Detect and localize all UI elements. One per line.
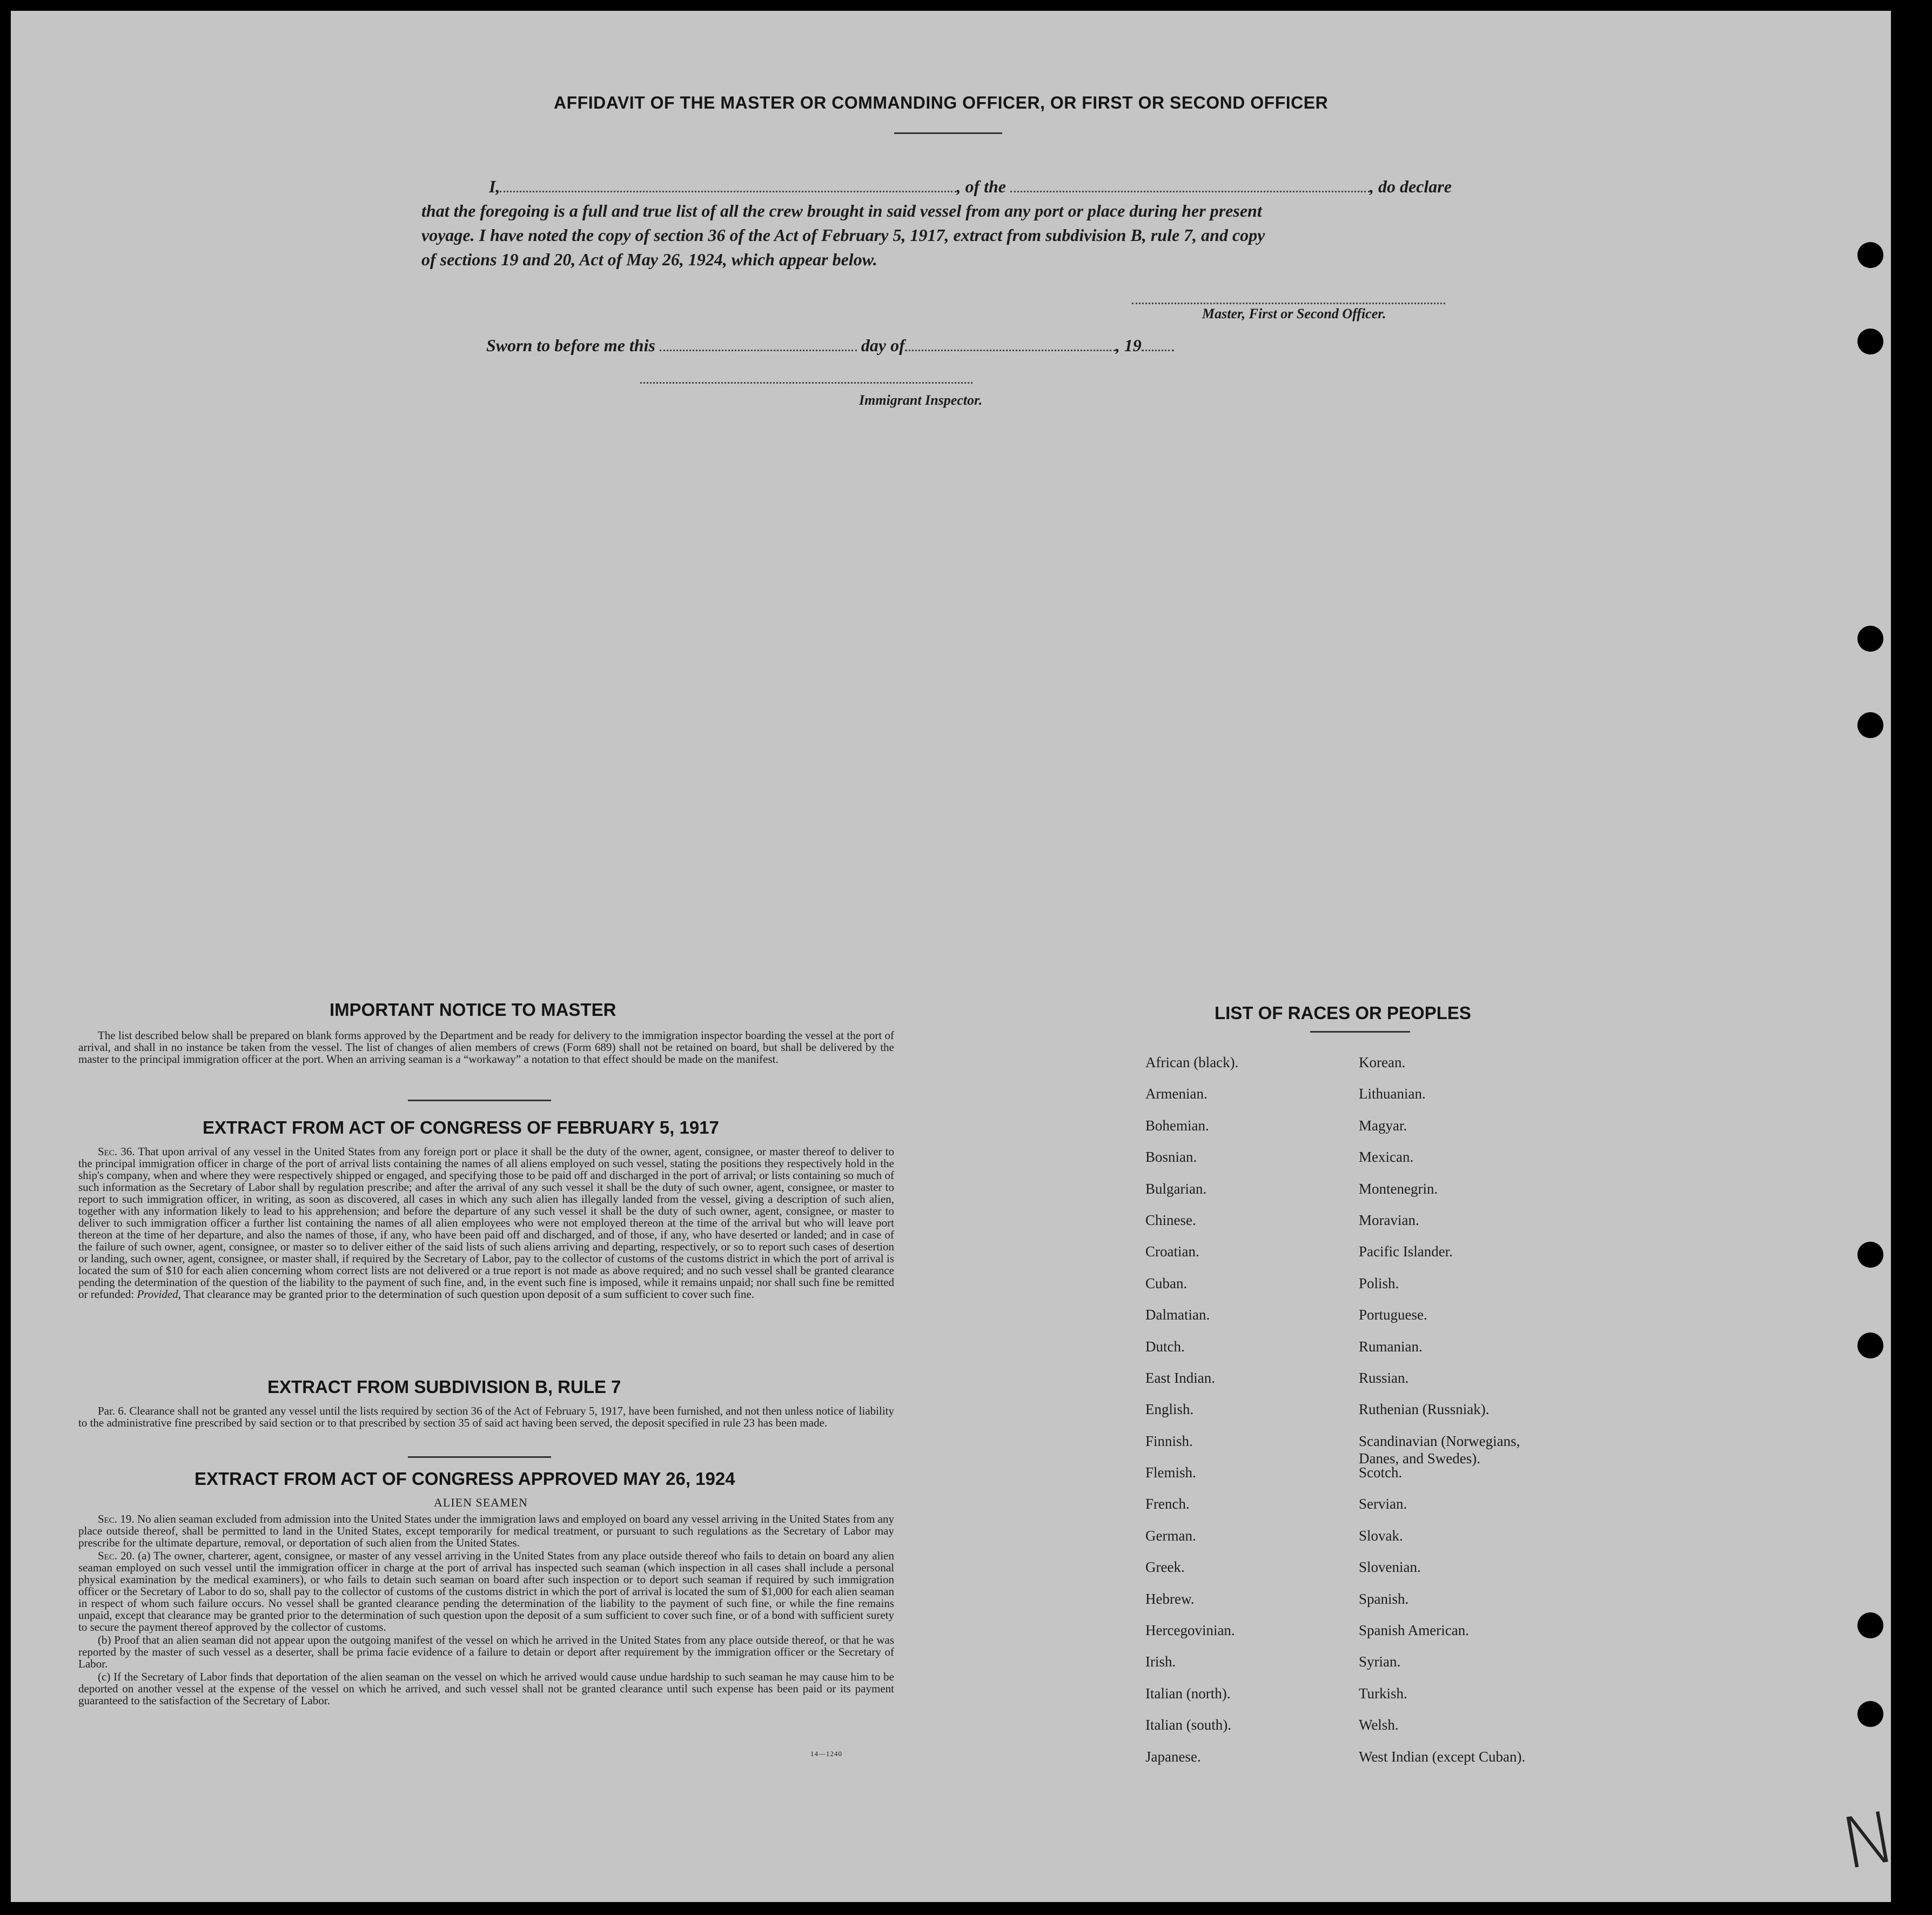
race-item: Armenian. — [1145, 1086, 1208, 1102]
race-item: Slovenian. — [1359, 1559, 1421, 1576]
affidavit-line-3: voyage. I have noted the copy of section 36 of the Act of February 5, 1917, extract from subdivision B, rule 7, and copy — [421, 225, 1265, 245]
races-right-column — [1359, 1054, 1618, 1779]
race-item: Flemish. — [1145, 1464, 1196, 1481]
notice-text — [78, 1029, 894, 1066]
race-item: Croatian. — [1145, 1243, 1199, 1260]
sec-20-label: Sec. 20. — [98, 1549, 135, 1562]
sec-20b-text: (b) Proof that an alien seaman did not appear upon the outgoing manifest of the vessel on which he arrived in the United States from any place outside thereof, or that he was reported by the master of such vessel as a deserter, shall be prima facie evidence of a failure to detain or deport after requirement by the immigration officer or the Secretary of Labor. — [78, 1633, 894, 1670]
race-item: Polish. — [1359, 1275, 1399, 1291]
inspector-label: Immigrant Inspector. — [859, 392, 983, 408]
provided-text: That clearance may be granted prior to the determination of such question upon deposit of a sum sufficient to cover such fine. — [183, 1288, 755, 1301]
vessel-blank[interactable] — [1010, 181, 1370, 192]
master-signature-label: Master, First or Second Officer. — [1202, 306, 1386, 322]
race-item: East Indian. — [1145, 1369, 1215, 1386]
race-item: Mexican. — [1359, 1149, 1414, 1166]
race-item: German. — [1145, 1527, 1196, 1544]
race-item: Pacific Islander. — [1359, 1243, 1453, 1260]
notice-title: IMPORTANT NOTICE TO MASTER — [330, 1000, 616, 1020]
race-item: Ruthenian (Russniak). — [1359, 1401, 1490, 1418]
sec-19-text: No alien seaman excluded from admission into the United States under the immigration laws and employed on board any vessel arriving in the United States from any place outside thereof, shall be permitted to land in the United States, except temporarily for medical treatment, or pursuant to such regulations as the Secretary of Labor may prescribe for the ultimate departure, removal, or deportation of such alien from the United States. — [78, 1512, 895, 1549]
race-item: Rumanian. — [1359, 1338, 1423, 1355]
races-title-rule — [1310, 1031, 1410, 1033]
binder-hole — [1857, 626, 1883, 652]
binder-hole — [1857, 242, 1883, 268]
race-item: Spanish American. — [1359, 1622, 1469, 1639]
rule7-rule — [408, 1456, 551, 1458]
race-item: Magyar. — [1359, 1117, 1407, 1134]
race-item: Bulgarian. — [1145, 1180, 1207, 1197]
sworn-year-blank[interactable] — [1142, 340, 1174, 351]
affidavit-i-label: I, — [489, 177, 500, 196]
race-item: African (black). — [1145, 1054, 1239, 1070]
race-item: Scandinavian (Norwegians, Danes, and Swedes). — [1359, 1432, 1520, 1467]
affidavit-title: AFFIDAVIT OF THE MASTER OR COMMANDING OFFICER, OR FIRST OR SECOND OFFICER — [554, 93, 1329, 112]
inspector-signature-line[interactable] — [640, 382, 972, 384]
binder-hole — [1857, 1701, 1883, 1727]
sworn-month-blank[interactable] — [905, 340, 1116, 351]
race-item: Greek. — [1145, 1559, 1185, 1576]
races-title: LIST OF RACES OR PEOPLES — [1215, 1003, 1471, 1023]
race-item: Portuguese. — [1359, 1307, 1427, 1323]
race-item: Syrian. — [1359, 1653, 1401, 1670]
race-item: West Indian (except Cuban). — [1359, 1748, 1526, 1765]
race-item: Cuban. — [1145, 1275, 1188, 1291]
master-signature-line[interactable] — [1132, 303, 1445, 304]
extract-1917-text — [78, 1146, 894, 1301]
sworn-line — [486, 333, 1556, 358]
binder-hole — [1857, 712, 1883, 738]
sworn-day-of-label: day of — [861, 336, 905, 355]
race-item: Chinese. — [1145, 1211, 1196, 1228]
race-item: Welsh. — [1359, 1717, 1399, 1733]
affidavit-declare-label: , do declare — [1370, 177, 1452, 196]
extract-1924-title: EXTRACT FROM ACT OF CONGRESS APPROVED MAY 26, 1924 — [194, 1469, 735, 1489]
race-item: Hercegovinian. — [1145, 1622, 1235, 1639]
race-item: Lithuanian. — [1359, 1086, 1426, 1102]
binder-hole — [1857, 329, 1883, 354]
affidavit-line-1 — [489, 174, 1559, 199]
race-item: Japanese. — [1145, 1748, 1201, 1765]
handwritten-mark: N — [1835, 1795, 1902, 1886]
race-item: Scotch. — [1359, 1464, 1403, 1481]
sworn-day-blank[interactable] — [660, 340, 857, 351]
race-item: Moravian. — [1359, 1211, 1419, 1228]
sec-36-label: Sec. 36. — [98, 1145, 135, 1158]
race-item: Korean. — [1359, 1054, 1406, 1070]
race-item: Irish. — [1145, 1653, 1176, 1670]
race-item: Dalmatian. — [1145, 1307, 1210, 1323]
race-item: Turkish. — [1359, 1685, 1407, 1702]
binder-hole — [1857, 1333, 1883, 1358]
race-item: Servian. — [1359, 1496, 1407, 1512]
alien-seamen-subtitle: ALIEN SEAMEN — [434, 1496, 528, 1509]
sec-20a-text: (a) The owner, charterer, agent, consignee, or master of any vessel arriving in the United States from any place outside thereof who fails to detain on board any alien seaman employed on such vessel until the immigration officer in charge at the port of arrival has inspected such seaman (which inspection in all cases shall include a personal physical examination by the medical examiners), or who fails to detain such seaman on board after such inspection or to deport such seaman if required by such immigration officer or the Secretary of Labor to do so, shall pay to the collector of customs of the customs district in which the port of arrival is located the sum of $1,000 for each alien seaman in respect of whom such failure occurs. No vessel shall be granted clearance pending the determination of the liability to the payment of such fine, or while the fine remains unpaid, except that clearance may be granted prior to the determination of such question upon the deposit of a sum sufficient to cover such fine, or of a bond with sufficient surety to secure the payment thereof approved by the collector of customs. — [78, 1549, 895, 1633]
extract-1924-text — [78, 1513, 894, 1708]
extract-1917-title: EXTRACT FROM ACT OF CONGRESS OF FEBRUARY 5, 1917 — [203, 1117, 719, 1137]
race-item: Finnish. — [1145, 1432, 1193, 1449]
sec-36-text: That upon arrival of any vessel in the United States from any foreign port or place it shall be the duty of the owner, agent, consignee, or master thereof to deliver to the principal immigration officer in charge of the port of arrival lists containing the names of all aliens employed on such vessel, stating the positions they respectively hold in the ship's company, when and where they were respectively shipped or engaged, and specifying those to be paid off and discharged in the port of arrival; or lists containing so much of such information as the Secretary of Labor shall by regulation prescribe; and after the arrival of any such vessel it shall be the duty of such owner, agent, consignee, or master to report to such immigration officer, in writing, as soon as discovered, all cases in which any such alien has illegally landed from the vessel, giving a description of such alien, together with any information likely to lead to his apprehension; and before the departure of any such vessel it shall be the duty of such owner, agent, consignee, or master to deliver to such immigration officer a further list containing the names of all alien employees who were not employed thereon at the time of the arrival but who will leave port thereon at the time of her departure, and also the names of those, if any, who have been paid off and discharged, and of those, if any, who have deserted or landed; and in case of the failure of such owner, agent, consignee, or master so to deliver either of the said lists of such aliens arriving and departing, respectively, or so to report such cases of desertion or landing, such owner, agent, consignee, or master shall, if required by the Secretary of Labor, pay to the collector of customs of the customs district in which the port of arrival is located the sum of $10 for each alien concerning whom correct lists are not delivered or a true report is not made as above required; and no such vessel shall be granted clearance pending the determination of the question of the liability to the payment of such fine, and, in the event such fine is imposed, while it remains unpaid; nor shall such fine be remitted or refunded: — [78, 1145, 894, 1301]
affidavit-line-4: of sections 19 and 20, Act of May 26, 1924, which appear below. — [421, 250, 877, 269]
binder-hole — [1857, 1612, 1883, 1638]
race-item: Italian (north). — [1145, 1685, 1231, 1702]
name-blank[interactable] — [500, 181, 956, 192]
binder-hole — [1857, 1242, 1883, 1268]
sec-20c-text: (c) If the Secretary of Labor finds that deportation of the alien seaman on the vessel on which he arrived would cause undue hardship to such seaman he may cause him to be deported on another vessel at the expense of the vessel on which he arrived, and such vessel shall not be granted clearance until such expense has been paid or its payment guaranteed to the satisfaction of the Secretary of Labor. — [78, 1670, 894, 1707]
race-item: Bosnian. — [1145, 1149, 1197, 1166]
race-item: French. — [1145, 1496, 1190, 1512]
race-item: Montenegrin. — [1359, 1180, 1438, 1197]
race-item: Spanish. — [1359, 1590, 1409, 1607]
notice-rule — [408, 1100, 551, 1101]
race-item: English. — [1145, 1401, 1194, 1418]
provided-label: Provided, — [137, 1288, 181, 1301]
sworn-prefix: Sworn to before me this — [486, 336, 655, 355]
form-number: 14—1240 — [810, 1750, 842, 1758]
race-item: Hebrew. — [1145, 1590, 1195, 1607]
race-item: Russian. — [1359, 1369, 1409, 1386]
document-page — [11, 11, 1902, 1902]
race-item: Slovak. — [1359, 1527, 1403, 1544]
sworn-year-label: , 19 — [1115, 336, 1142, 355]
affidavit-title-rule — [894, 132, 1002, 134]
extract-rule7-title: EXTRACT FROM SUBDIVISION B, RULE 7 — [267, 1377, 621, 1397]
affidavit-line-2: that the foregoing is a full and true list of all the crew brought in said vessel from any port or place during her present — [421, 201, 1262, 220]
rule7-paragraph: Par. 6. Clearance shall not be granted any vessel until the lists required by section 36 of the Act of February 5, 1917, have been furnished, and not then unless notice of liability to the administrative fine prescribed by said section or to that prescribed by section 35 of said act having been served, the deposit specified in rule 23 has been made. — [78, 1404, 894, 1429]
affidavit-of-the-label: , of the — [956, 177, 1006, 196]
race-item: Italian (south). — [1145, 1717, 1231, 1733]
race-item: Bohemian. — [1145, 1117, 1209, 1134]
extract-rule7-text — [78, 1405, 894, 1430]
race-item: Dutch. — [1145, 1338, 1185, 1355]
sec-19-label: Sec. 19. — [98, 1512, 135, 1525]
notice-paragraph: The list described below shall be prepared on blank forms approved by the Department and be ready for delivery to the immigration inspector boarding the vessel at the port of arrival, and shall in no instance be taken from the vessel. The list of changes of alien members of crews (Form 689) shall not be retained on board, but shall be delivered by the master to the principal immigration officer at the port. When an arriving seaman is a “workaway” a notation to that effect should be made on the manifest. — [78, 1029, 894, 1066]
